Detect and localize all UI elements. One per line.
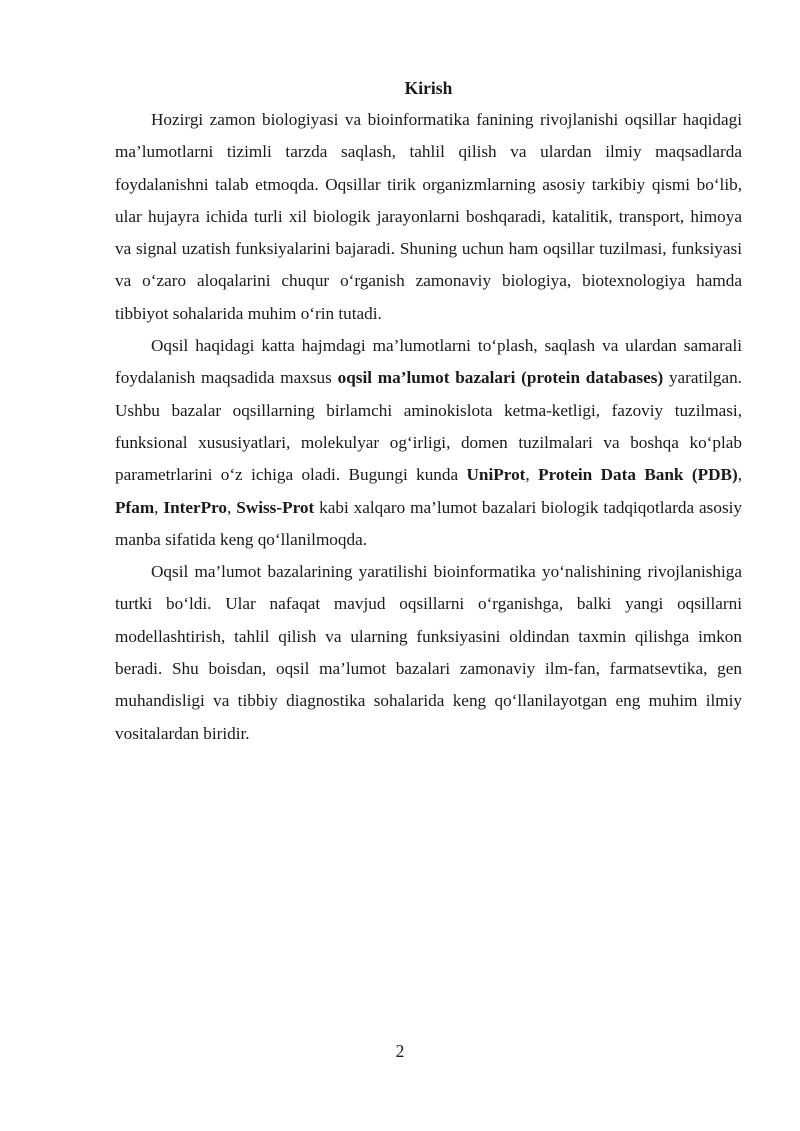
- separator-comma: ,: [154, 497, 164, 517]
- document-page: [115, 72, 742, 750]
- separator-comma: ,: [525, 465, 539, 485]
- paragraph-1: [115, 104, 742, 330]
- term-pdb: Protein Data Bank (PDB): [538, 465, 738, 485]
- term-protein-databases: oqsil ma’lumot bazalari (protein databases): [337, 368, 664, 388]
- separator-comma: ,: [227, 497, 237, 517]
- page-number: 2: [395, 1041, 405, 1061]
- paragraph-3: [115, 556, 742, 750]
- term-swiss-prot: Swiss-Prot: [236, 497, 315, 517]
- paragraph-1-text: Hozirgi zamon biologiyasi va bioinformatika fanining rivojlanishi oqsillar haqidagi ma’lumotlarni tizimli tarzda saqlash, tahlil qilish va ulardan ilmiy maqsadlarda foydalanishni talab etmoqda. Oqsillar tirik organizmlarning asosiy tarkibiy qismi bo‘lib, ular hujayra ichida turli xil biologik jarayonlarni boshqaradi, katalitik, transport, himoya va signal uzatish funksiyalarini bajaradi. Shuning uchun ham oqsillar tuzilmasi, funksiyasi va o‘zaro aloqalarini chuqur o‘rganish zamonaviy biologiya, biotexnologiya hamda tibbiyot sohalarida muhim o‘rin tutadi.: [115, 110, 742, 323]
- separator-comma: ,: [737, 465, 743, 485]
- term-uniprot: UniProt: [466, 465, 526, 485]
- page-title: Kirish: [404, 78, 453, 98]
- paragraph-2-text-3: kabi xalqaro ma’lumot bazalari biologik tadqiqotlarda asosiy manba sifatida keng qo‘llanilmoqda.: [115, 497, 743, 549]
- term-interpro: InterPro: [163, 497, 228, 517]
- paragraph-2: [115, 330, 742, 556]
- term-pfam: Pfam: [115, 497, 155, 517]
- paragraph-2-text-1: Oqsil haqidagi katta hajmdagi ma’lumotlarni to‘plash, saqlash va ulardan samarali foydalanish maqsadida maxsus: [115, 336, 742, 388]
- paragraph-3-text: Oqsil ma’lumot bazalarining yaratilishi bioinformatika yo‘nalishining rivojlanishiga turtki bo‘ldi. Ular nafaqat mavjud oqsillarni o‘rganishga, balki yangi oqsillarni modellashtirish, tahlil qilish va ularning funksiyasini oldindan taxmin qilishga imkon beradi. Shu boisdan, oqsil ma’lumot bazalari zamonaviy ilm-fan, farmatsevtika, gen muhandisligi va tibbiy diagnostika sohalarida keng qo‘llanilayotgan eng muhim ilmiy vositalardan biridir.: [115, 562, 742, 743]
- paragraph-2-text-2: yaratilgan. Ushbu bazalar oqsillarning birlamchi aminokislota ketma-ketligi, fazoviy tuzilmasi, funksional xususiyatlari, molekulyar og‘irligi, domen tuzilmalari va boshqa ko‘plab parametrlarini o‘z ichiga oladi. Bugungi kunda: [115, 368, 742, 485]
